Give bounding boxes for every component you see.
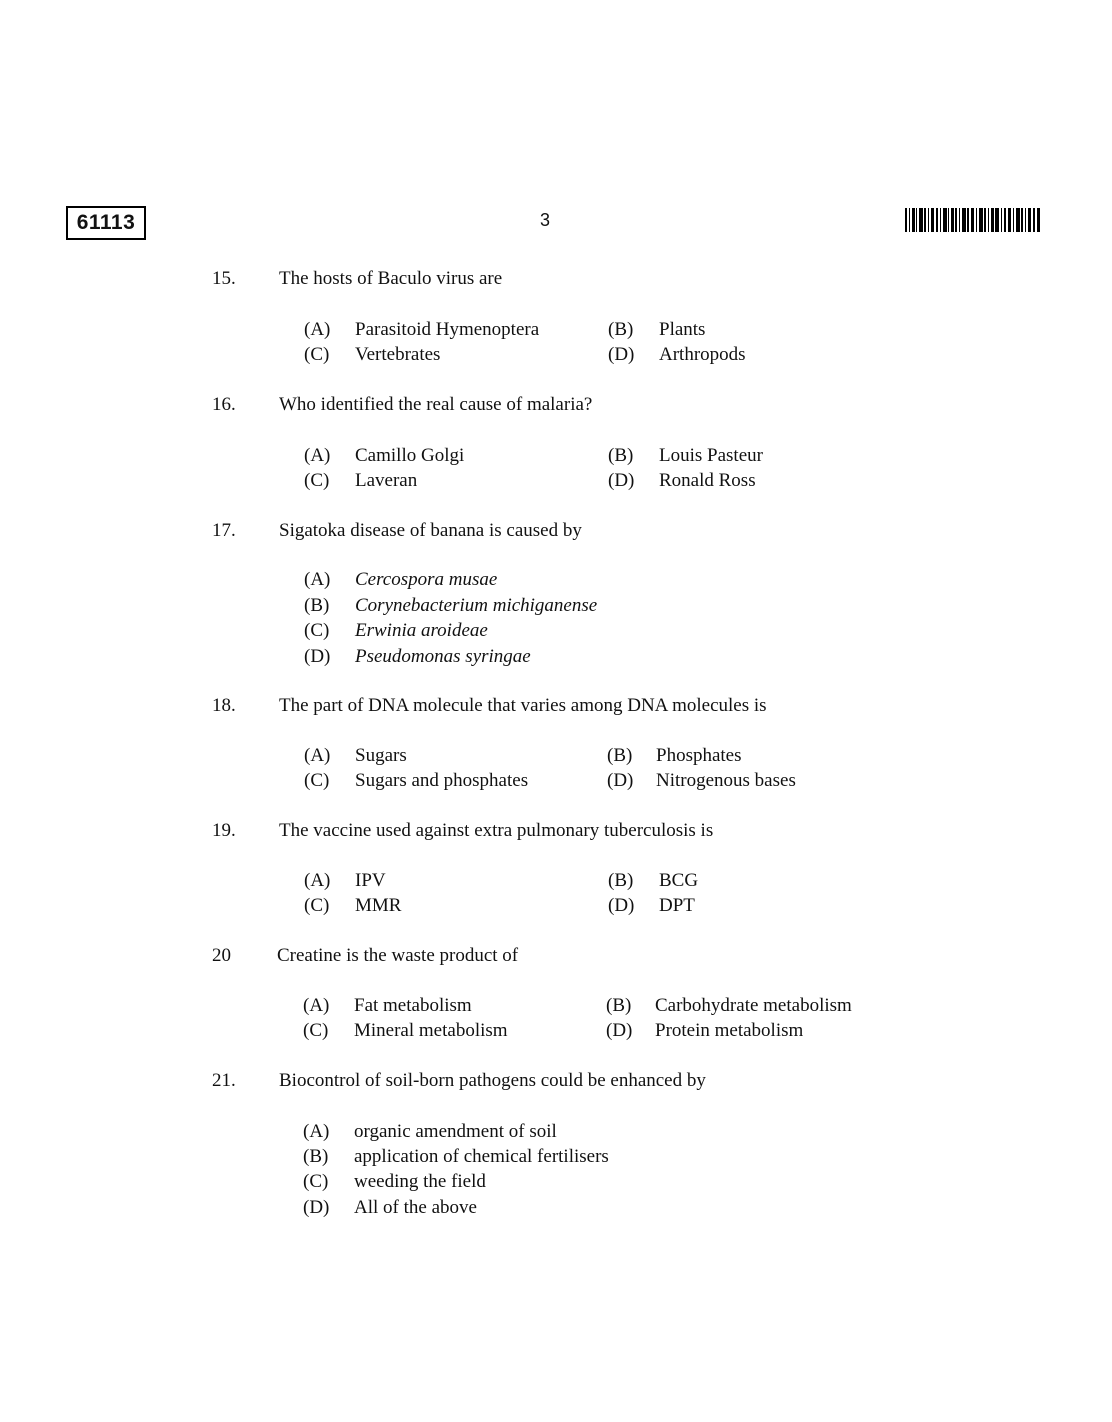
- option-d-text: Protein metabolism: [655, 1020, 804, 1041]
- question-number: 21.: [212, 1070, 236, 1091]
- option-b-label: (B): [304, 595, 330, 616]
- question-number: 15.: [212, 268, 236, 289]
- option-d-text: DPT: [659, 895, 695, 916]
- option-a-label: (A): [304, 445, 331, 466]
- option-c-label: (C): [304, 470, 330, 491]
- option-b-label: (B): [303, 1146, 329, 1167]
- question-number: 20: [212, 945, 231, 966]
- option-b-label: (B): [608, 319, 634, 340]
- option-c-text: weeding the field: [354, 1171, 486, 1192]
- option-c-label: (C): [303, 1020, 329, 1041]
- option-a-text: organic amendment of soil: [354, 1121, 557, 1142]
- option-d-text: Ronald Ross: [659, 470, 756, 491]
- option-d-text: Arthropods: [659, 344, 746, 365]
- question-number: 18.: [212, 695, 236, 716]
- question-number: 17.: [212, 520, 236, 541]
- option-a-label: (A): [304, 745, 331, 766]
- paper-code: 61113: [66, 206, 146, 240]
- option-a-label: (A): [304, 569, 331, 590]
- page-number: 3: [540, 210, 551, 230]
- option-a-text: Parasitoid Hymenoptera: [355, 319, 540, 340]
- option-a-label: (A): [304, 319, 331, 340]
- option-c-text: Erwinia aroideae: [355, 620, 488, 641]
- option-a-label: (A): [303, 1121, 330, 1142]
- question-text: Creatine is the waste product of: [277, 945, 519, 966]
- option-b-label: (B): [608, 870, 634, 891]
- question-text: Sigatoka disease of banana is caused by: [279, 520, 582, 541]
- option-b-text: Plants: [659, 319, 706, 340]
- option-c-text: Sugars and phosphates: [355, 770, 529, 791]
- question-text: The hosts of Baculo virus are: [279, 268, 503, 289]
- option-c-label: (C): [304, 620, 330, 641]
- option-d-label: (D): [608, 895, 635, 916]
- option-d-label: (D): [607, 770, 634, 791]
- option-b-label: (B): [607, 745, 633, 766]
- question-text: The part of DNA molecule that varies among DNA molecules is: [279, 695, 767, 716]
- option-a-text: Cercospora musae: [355, 569, 498, 590]
- question-text: The vaccine used against extra pulmonary tuberculosis is: [279, 820, 714, 841]
- question-number: 19.: [212, 820, 236, 841]
- option-d-text: Nitrogenous bases: [656, 770, 796, 791]
- option-d-label: (D): [304, 646, 331, 667]
- question-text: Who identified the real cause of malaria?: [279, 394, 593, 415]
- question-text: Biocontrol of soil-born pathogens could be enhanced by: [279, 1070, 706, 1091]
- option-a-label: (A): [303, 995, 330, 1016]
- option-c-label: (C): [303, 1171, 329, 1192]
- barcode-icon: [905, 208, 1040, 232]
- option-a-text: IPV: [355, 870, 386, 891]
- option-d-text: All of the above: [354, 1197, 477, 1218]
- question-number: 16.: [212, 394, 236, 415]
- option-a-text: Camillo Golgi: [355, 445, 465, 466]
- option-a-text: Fat metabolism: [354, 995, 472, 1016]
- option-d-label: (D): [608, 470, 635, 491]
- option-c-text: MMR: [355, 895, 402, 916]
- option-c-label: (C): [304, 895, 330, 916]
- option-b-text: Carbohydrate metabolism: [655, 995, 852, 1016]
- option-d-label: (D): [608, 344, 635, 365]
- option-a-label: (A): [304, 870, 331, 891]
- option-c-text: Mineral metabolism: [354, 1020, 508, 1041]
- option-d-label: (D): [303, 1197, 330, 1218]
- option-b-label: (B): [608, 445, 634, 466]
- option-d-text: Pseudomonas syringae: [355, 646, 531, 667]
- option-b-label: (B): [606, 995, 632, 1016]
- option-b-text: Corynebacterium michiganense: [355, 595, 598, 616]
- option-b-text: BCG: [659, 870, 699, 891]
- option-b-text: Louis Pasteur: [659, 445, 763, 466]
- option-c-text: Laveran: [355, 470, 418, 491]
- option-c-text: Vertebrates: [355, 344, 441, 365]
- option-c-label: (C): [304, 344, 330, 365]
- option-b-text: Phosphates: [656, 745, 742, 766]
- option-d-label: (D): [606, 1020, 633, 1041]
- option-b-text: application of chemical fertilisers: [354, 1146, 609, 1167]
- option-c-label: (C): [304, 770, 330, 791]
- option-a-text: Sugars: [355, 745, 407, 766]
